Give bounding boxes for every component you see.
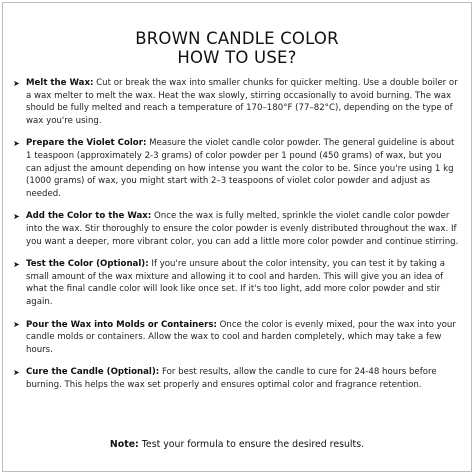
step-title: Prepare the Violet Color: — [26, 138, 147, 149]
step-pour-wax — [3, 319, 471, 357]
arrow-bullet-icon: ➤ — [13, 259, 20, 269]
step-title: Melt the Wax: — [26, 78, 94, 88]
step-text: If you're unsure about the color intensity, you can test it by taking a small amount of the wax mixture and allowing it to cool and harden. This will give you an idea of what the final candle color will look like once set. If it's too light, add more color powder and stir again. — [26, 259, 445, 307]
arrow-bullet-icon: ➤ — [13, 211, 20, 221]
note-label: Note: — [109, 439, 139, 450]
step-title: Test the Color (Optional): — [26, 259, 149, 270]
arrow-bullet-icon: ➤ — [13, 367, 20, 377]
step-title: Pour the Wax into Molds or Containers: — [26, 319, 217, 330]
step-text: Measure the violet candle color powder. The general guideline is about 1 teaspoon (approximately 2-3 grams) of color powder per 1 pound (450 grams) of wax, but you can adjust the amount depending on how intense you want the color to be. Since you're using 1 kg (1000 grams) of wax, you might start with 2–3 teaspoons of violet color powder and adjust as needed. — [26, 138, 455, 199]
step-title: Add the Color to the Wax: — [26, 211, 152, 222]
step-cure-candle — [3, 366, 471, 391]
step-text: Once the color is evenly mixed, pour the wax into your candle molds or containers. Allow the wax to cool and harden completely, which may take a few hours. — [26, 319, 456, 355]
arrow-bullet-icon: ➤ — [13, 320, 20, 329]
page-title — [3, 29, 471, 67]
step-test-color — [3, 258, 471, 308]
steps-list — [3, 77, 471, 401]
footer-note — [3, 439, 471, 451]
step-text: Once the wax is fully melted, sprinkle the violet candle color powder into the wax. Stir thoroughly to ensure the color powder is evenly distributed throughout the wax. If you want a deeper, more vibrant color, you can add a little more color powder and continue stirring. — [26, 211, 459, 247]
step-melt-wax — [3, 77, 471, 127]
arrow-bullet-icon: ➤ — [13, 138, 20, 148]
note-text: Test your formula to ensure the desired results. — [141, 439, 365, 450]
arrow-bullet-icon: ➤ — [13, 78, 20, 88]
title-line-2: HOW TO USE? — [177, 48, 297, 67]
step-add-color — [3, 210, 471, 248]
title-line-1: BROWN CANDLE COLOR — [135, 29, 339, 48]
step-text: Cut or break the wax into smaller chunks for quicker melting. Use a double boiler or a wax melter to melt the wax. Heat the wax slowly, stirring occasionally to avoid burning. The wax should be fully melted and reach a temperature of 170–180°F (77–82°C), depending on the type of wax you're using. — [26, 78, 458, 126]
instruction-card — [2, 2, 472, 472]
step-text: For best results, allow the candle to cure for 24-48 hours before burning. This helps the wax set properly and ensures optimal color and fragrance retention. — [26, 367, 437, 390]
step-title: Cure the Candle (Optional): — [26, 367, 160, 378]
step-prepare-color — [3, 137, 471, 200]
